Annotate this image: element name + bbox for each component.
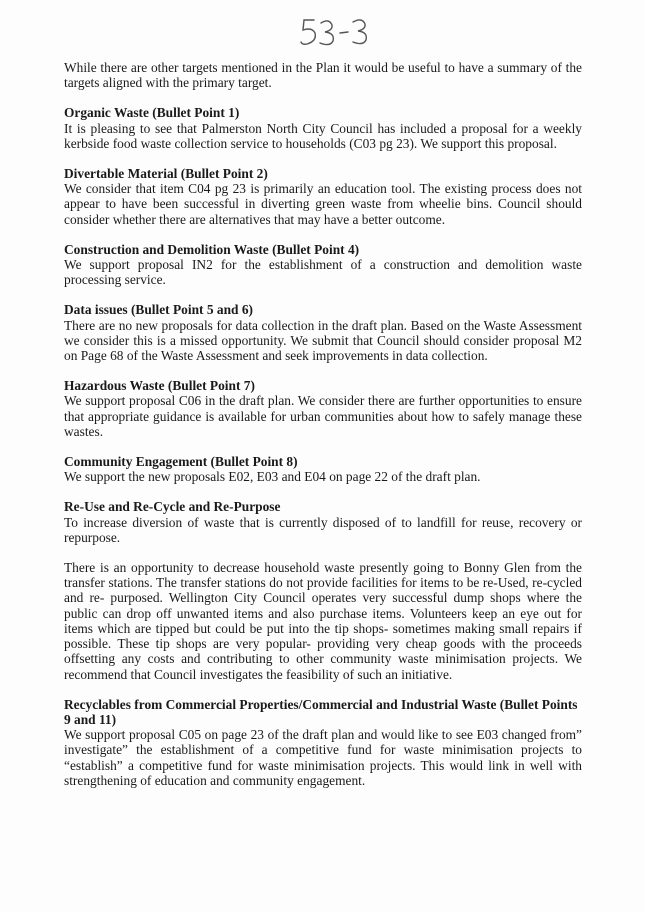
document-body <box>64 60 582 788</box>
section-heading: Re-Use and Re-Cycle and Re-Purpose <box>64 499 281 515</box>
intro-paragraph: While there are other targets mentioned in the Plan it would be useful to have a summary of the targets aligned with the primary target. <box>64 60 582 91</box>
section-body: We consider that item C04 pg 23 is primarily an education tool. The existing process does not appear to have been successful in diverting green waste from wheelie bins. Council should consider whether there are alternatives that may have a better outcome. <box>64 181 582 227</box>
handwritten-page-number <box>298 14 378 52</box>
reuse-paragraph: There is an opportunity to decrease household waste presently going to Bonny Glen from the transfer stations. The transfer stations do not provide facilities for items to be re-Used, re-cycled and re- purposed. Wellington City Council operates very successful dump shops where the public can drop off unwanted items and also purchase items. Volunteers keep an eye out for items which are tipped but could be put into the tip shops- sometimes making small repairs if possible. These tip shops are very popular- providing very cheap goods with the proceeds offsetting any costs and contributing to other community waste minimisation projects. We recommend that Council investigates the feasibility of such an initiative. <box>64 560 582 682</box>
section-heading: Data issues (Bullet Point 5 and 6) <box>64 302 253 318</box>
section-body: We support proposal IN2 for the establishment of a construction and demolition waste processing service. <box>64 257 582 288</box>
section-body: There are no new proposals for data collection in the draft plan. Based on the Waste Assessment we consider this is a missed opportunity. We submit that Council should consider proposal M2 on Page 68 of the Waste Assessment and seek improvements in data collection. <box>64 317 582 364</box>
section-body: We support proposal C06 in the draft plan. We consider there are further opportunities to ensure that appropriate guidance is available for urban communities about how to safely manage these wastes. <box>64 393 582 439</box>
section-body: It is pleasing to see that Palmerston North City Council has included a proposal for a weekly kerbside food waste collection service to households (C03 pg 23). We support this proposal. <box>64 120 582 151</box>
section-heading: Construction and Demolition Waste (Bullet Point 4) <box>64 241 360 257</box>
section-heading: Hazardous Waste (Bullet Point 7) <box>64 378 255 394</box>
section-heading: Recyclables from Commercial Properties/Commercial and Industrial Waste (Bullet Points 9 and 11) <box>64 696 578 727</box>
section-body: To increase diversion of waste that is currently disposed of to landfill for reuse, recovery or repurpose. <box>64 514 582 545</box>
section-heading: Organic Waste (Bullet Point 1) <box>64 105 240 121</box>
section-heading: Divertable Material (Bullet Point 2) <box>64 166 268 182</box>
section-body: We support the new proposals E02, E03 and E04 on page 22 of the draft plan. <box>64 469 481 485</box>
section-heading: Community Engagement (Bullet Point 8) <box>64 454 298 470</box>
section-body: We support proposal C05 on page 23 of the draft plan and would like to see E03 changed from” investigate” the establishment of a competitive fund for waste minimisation projects to “establish” a competitive fund for waste minimisation projects. This would link in well with strengthening of education and community engagement. <box>64 727 582 788</box>
